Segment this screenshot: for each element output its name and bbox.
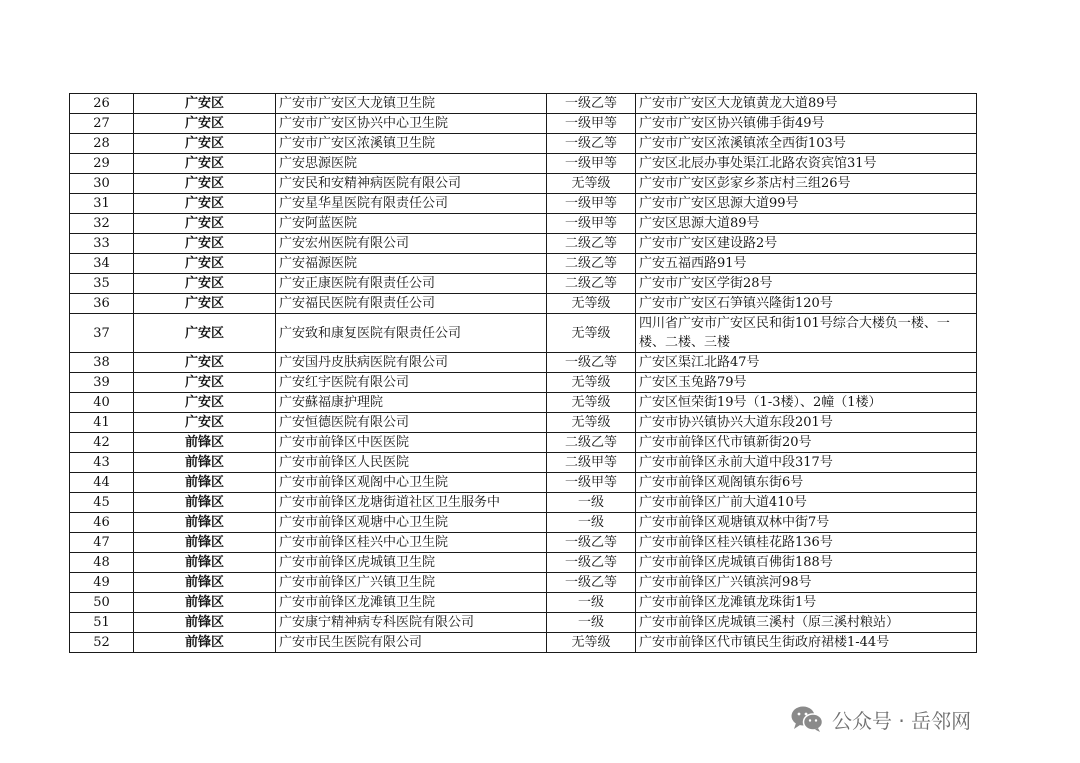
hospital-name-cell: 广安市民生医院有限公司 [276,633,547,653]
hospital-name-cell: 广安市广安区大龙镇卫生院 [276,94,547,114]
district-cell: 广安区 [134,214,276,234]
grade-level-cell: 一级 [547,513,636,533]
district-cell: 广安区 [134,114,276,134]
address-cell: 广安市前锋区代市镇新街20号 [636,433,977,453]
table-row [70,413,977,433]
table-row [70,433,977,453]
grade-level-cell: 一级乙等 [547,553,636,573]
grade-level-cell: 一级甲等 [547,154,636,174]
district-cell: 广安区 [134,194,276,214]
address-cell: 广安市前锋区龙滩镇龙珠街1号 [636,593,977,613]
district-cell: 广安区 [134,154,276,174]
hospital-name-cell: 广安市广安区协兴中心卫生院 [276,114,547,134]
table-row [70,393,977,413]
address-cell: 四川省广安市广安区民和街101号综合大楼负一楼、一楼、二楼、三楼 [636,314,977,353]
grade-level-cell: 一级甲等 [547,114,636,134]
row-number: 41 [70,413,134,433]
address-cell: 广安市广安区学街28号 [636,274,977,294]
row-number: 26 [70,94,134,114]
address-cell: 广安区恒荣街19号（1-3楼）、2幢（1楼） [636,393,977,413]
district-cell: 前锋区 [134,513,276,533]
hospital-name-cell: 广安思源医院 [276,154,547,174]
district-cell: 广安区 [134,413,276,433]
row-number: 38 [70,353,134,373]
grade-level-cell: 无等级 [547,413,636,433]
district-cell: 广安区 [134,294,276,314]
grade-level-cell: 一级甲等 [547,473,636,493]
row-number: 47 [70,533,134,553]
row-number: 32 [70,214,134,234]
table-row [70,473,977,493]
hospital-name-cell: 广安福源医院 [276,254,547,274]
table-body [70,94,977,653]
row-number: 49 [70,573,134,593]
table-row [70,573,977,593]
district-cell: 前锋区 [134,553,276,573]
grade-level-cell: 无等级 [547,393,636,413]
table-row [70,134,977,154]
address-cell: 广安市前锋区桂兴镇桂花路136号 [636,533,977,553]
grade-level-cell: 一级乙等 [547,533,636,553]
address-cell: 广安市广安区大龙镇黄龙大道89号 [636,94,977,114]
district-cell: 前锋区 [134,533,276,553]
row-number: 33 [70,234,134,254]
address-cell: 广安市广安区思源大道99号 [636,194,977,214]
hospital-name-cell: 广安民和安精神病医院有限公司 [276,174,547,194]
address-cell: 广安市广安区浓溪镇浓全西街103号 [636,134,977,154]
grade-level-cell: 一级甲等 [547,194,636,214]
grade-level-cell: 一级乙等 [547,573,636,593]
hospital-name-cell: 广安红宇医院有限公司 [276,373,547,393]
hospital-name-cell: 广安康宁精神病专科医院有限公司 [276,613,547,633]
district-cell: 前锋区 [134,433,276,453]
grade-level-cell: 无等级 [547,174,636,194]
watermark-text: 公众号 · 岳邻网 [832,708,972,733]
address-cell: 广安市协兴镇协兴大道东段201号 [636,413,977,433]
hospital-name-cell: 广安市前锋区中医医院 [276,433,547,453]
district-cell: 广安区 [134,393,276,413]
grade-level-cell: 一级乙等 [547,94,636,114]
address-cell: 广安市前锋区观塘镇双林中街7号 [636,513,977,533]
row-number: 46 [70,513,134,533]
address-cell: 广安区思源大道89号 [636,214,977,234]
row-number: 50 [70,593,134,613]
address-cell: 广安市前锋区永前大道中段317号 [636,453,977,473]
hospital-name-cell: 广安恒德医院有限公司 [276,413,547,433]
table-row [70,613,977,633]
grade-level-cell: 无等级 [547,294,636,314]
row-number: 31 [70,194,134,214]
table-row [70,513,977,533]
hospital-name-cell: 广安市前锋区广兴镇卫生院 [276,573,547,593]
grade-level-cell: 一级 [547,493,636,513]
grade-level-cell: 二级乙等 [547,234,636,254]
address-cell: 广安市前锋区观阁镇东街6号 [636,473,977,493]
district-cell: 广安区 [134,174,276,194]
district-cell: 广安区 [134,353,276,373]
hospital-name-cell: 广安阿蓝医院 [276,214,547,234]
district-cell: 前锋区 [134,473,276,493]
table-row [70,533,977,553]
district-cell: 前锋区 [134,453,276,473]
watermark [790,704,971,734]
hospital-name-cell: 广安市前锋区人民医院 [276,453,547,473]
address-cell: 广安市前锋区广前大道410号 [636,493,977,513]
row-number: 35 [70,274,134,294]
table-row [70,234,977,254]
table-row [70,94,977,114]
table-row [70,174,977,194]
grade-level-cell: 一级乙等 [547,353,636,373]
hospital-name-cell: 广安星华星医院有限责任公司 [276,194,547,214]
address-cell: 广安市广安区建设路2号 [636,234,977,254]
row-number: 30 [70,174,134,194]
row-number: 48 [70,553,134,573]
district-cell: 广安区 [134,234,276,254]
grade-level-cell: 二级乙等 [547,433,636,453]
grade-level-cell: 二级乙等 [547,274,636,294]
table-row [70,553,977,573]
district-cell: 前锋区 [134,593,276,613]
address-cell: 广安区渠江北路47号 [636,353,977,373]
hospital-name-cell: 广安市前锋区虎城镇卫生院 [276,553,547,573]
grade-level-cell: 无等级 [547,314,636,353]
hospital-name-cell: 广安致和康复医院有限责任公司 [276,314,547,353]
hospital-table [69,93,977,653]
row-number: 27 [70,114,134,134]
district-cell: 前锋区 [134,493,276,513]
hospital-name-cell: 广安市前锋区观塘中心卫生院 [276,513,547,533]
address-cell: 广安区北辰办事处渠江北路农资宾馆31号 [636,154,977,174]
grade-level-cell: 二级乙等 [547,254,636,274]
hospital-name-cell: 广安市前锋区龙滩镇卫生院 [276,593,547,613]
table-row [70,633,977,653]
hospital-name-cell: 广安市前锋区桂兴中心卫生院 [276,533,547,553]
row-number: 36 [70,294,134,314]
row-number: 52 [70,633,134,653]
address-cell: 广安市前锋区广兴镇滨河98号 [636,573,977,593]
table-row [70,373,977,393]
hospital-name-cell: 广安正康医院有限责任公司 [276,274,547,294]
hospital-name-cell: 广安国丹皮肤病医院有限公司 [276,353,547,373]
table-row [70,593,977,613]
grade-level-cell: 一级 [547,593,636,613]
hospital-name-cell: 广安宏州医院有限公司 [276,234,547,254]
district-cell: 前锋区 [134,633,276,653]
row-number: 34 [70,254,134,274]
district-cell: 广安区 [134,254,276,274]
address-cell: 广安五福西路91号 [636,254,977,274]
row-number: 37 [70,314,134,353]
table-row [70,274,977,294]
row-number: 43 [70,453,134,473]
address-cell: 广安市前锋区代市镇民生街政府裙楼1-44号 [636,633,977,653]
table-row [70,214,977,234]
row-number: 45 [70,493,134,513]
table-row [70,154,977,174]
table-row [70,114,977,134]
district-cell: 广安区 [134,94,276,114]
wechat-icon [790,705,824,733]
district-cell: 广安区 [134,274,276,294]
grade-level-cell: 一级 [547,613,636,633]
row-number: 28 [70,134,134,154]
grade-level-cell: 二级甲等 [547,453,636,473]
grade-level-cell: 无等级 [547,373,636,393]
row-number: 39 [70,373,134,393]
hospital-name-cell: 广安市广安区浓溪镇卫生院 [276,134,547,154]
hospital-name-cell: 广安市前锋区龙塘街道社区卫生服务中 [276,493,547,513]
hospital-name-cell: 广安蘇福康护理院 [276,393,547,413]
district-cell: 广安区 [134,314,276,353]
district-cell: 前锋区 [134,613,276,633]
table-row [70,453,977,473]
address-cell: 广安市前锋区虎城镇百佛街188号 [636,553,977,573]
address-cell: 广安市广安区彭家乡茶店村三组26号 [636,174,977,194]
address-cell: 广安市前锋区虎城镇三溪村（原三溪村粮站） [636,613,977,633]
grade-level-cell: 无等级 [547,633,636,653]
table-row [70,194,977,214]
table-row [70,254,977,274]
address-cell: 广安市广安区协兴镇佛手街49号 [636,114,977,134]
row-number: 44 [70,473,134,493]
table-row [70,294,977,314]
district-cell: 广安区 [134,134,276,154]
grade-level-cell: 一级乙等 [547,134,636,154]
grade-level-cell: 一级甲等 [547,214,636,234]
address-cell: 广安区玉兔路79号 [636,373,977,393]
district-cell: 前锋区 [134,573,276,593]
hospital-name-cell: 广安福民医院有限责任公司 [276,294,547,314]
district-cell: 广安区 [134,373,276,393]
row-number: 42 [70,433,134,453]
table-row [70,493,977,513]
row-number: 51 [70,613,134,633]
address-cell: 广安市广安区石笋镇兴隆街120号 [636,294,977,314]
row-number: 40 [70,393,134,413]
table-row [70,353,977,373]
row-number: 29 [70,154,134,174]
hospital-name-cell: 广安市前锋区观阁中心卫生院 [276,473,547,493]
table-row [70,314,977,353]
